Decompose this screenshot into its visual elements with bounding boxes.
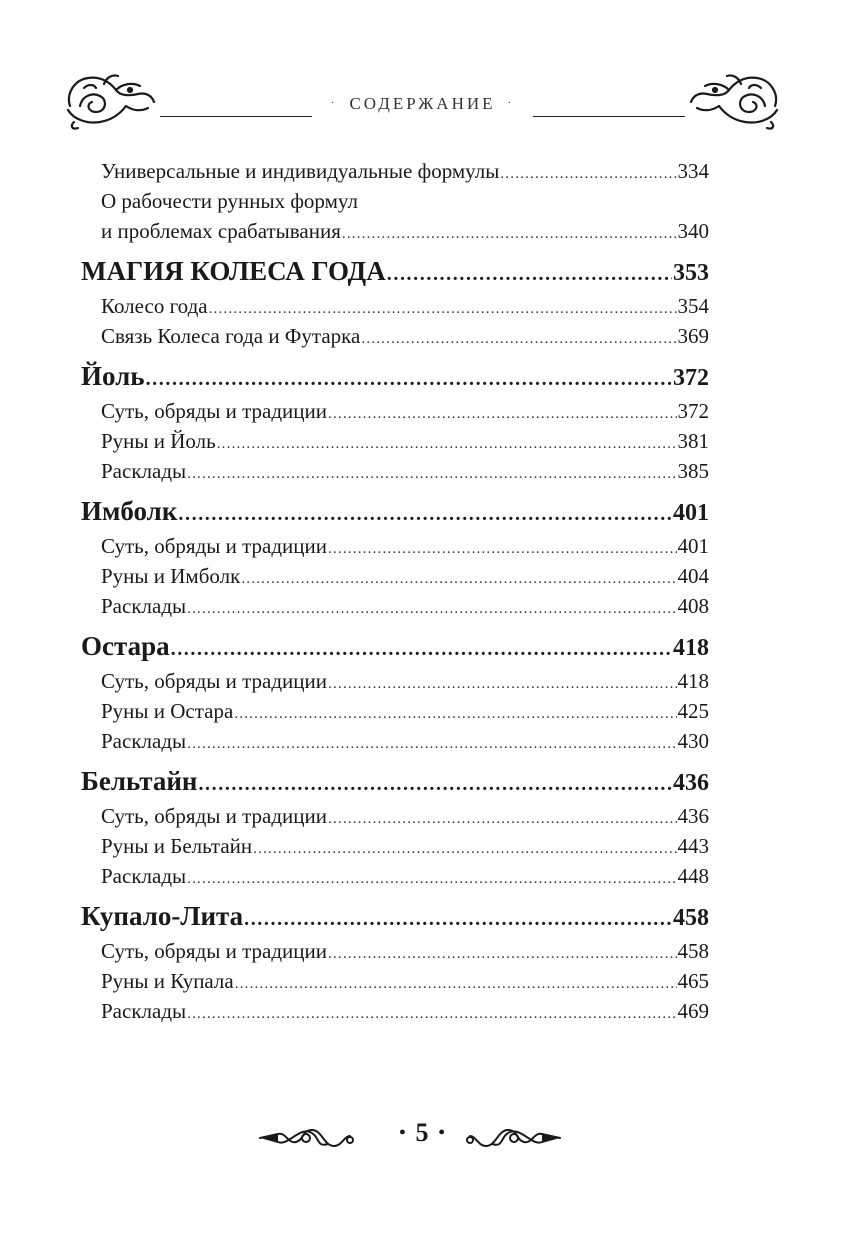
dot-leader xyxy=(244,900,672,935)
toc-entry-title: Расклады xyxy=(101,864,187,888)
dot-leader xyxy=(328,804,676,831)
toc-subentry xyxy=(81,321,709,351)
toc-subentry xyxy=(81,936,709,966)
toc-subentry xyxy=(81,531,709,561)
dot-leader xyxy=(328,399,676,426)
toc-subentry xyxy=(81,291,709,321)
toc-chapter xyxy=(81,252,709,290)
toc-entry-title: Руны и Йоль xyxy=(101,429,216,453)
toc-entry-title: Суть, обряды и традиции xyxy=(101,669,328,693)
dot-leader xyxy=(146,360,672,395)
knot-ornament-icon xyxy=(258,1124,358,1152)
dot-leader xyxy=(241,564,676,591)
toc-page-number: 340 xyxy=(677,219,709,243)
toc-entry-title: Расклады xyxy=(101,594,187,618)
toc-page-number: 334 xyxy=(677,159,709,183)
toc-page-number: 425 xyxy=(677,699,709,723)
toc-chapter xyxy=(81,357,709,395)
dot-leader xyxy=(178,495,672,530)
toc-subentry xyxy=(81,996,709,1026)
toc-page-number: 354 xyxy=(677,294,709,318)
toc-page-number: 401 xyxy=(677,534,709,558)
dot-leader xyxy=(328,669,676,696)
toc-subentry xyxy=(81,456,709,486)
toc-entry-title: Расклады xyxy=(101,729,187,753)
dot-leader xyxy=(217,429,677,456)
toc-entry-title: Бельтайн xyxy=(81,766,198,796)
running-header xyxy=(60,66,785,136)
toc-page-number: 469 xyxy=(677,999,709,1023)
toc-entry-title: Остара xyxy=(81,631,170,661)
dot-leader xyxy=(171,630,672,665)
toc-page-number: 436 xyxy=(673,770,709,796)
toc-subentry: О рабочести рунных формул xyxy=(101,189,358,213)
toc-entry-title: Универсальные и индивидуальные формулы xyxy=(101,159,500,183)
toc-entry-title: Расклады xyxy=(101,459,187,483)
toc-page-number: 448 xyxy=(677,864,709,888)
header-rule-right xyxy=(533,116,685,117)
toc-subentry xyxy=(81,216,709,246)
toc-entry-title: и проблемах срабатывания xyxy=(101,219,341,243)
header-title: · СОДЕРЖАНИЕ · xyxy=(330,94,515,113)
toc-subentry xyxy=(81,831,709,861)
toc-entry-title: Руны и Купала xyxy=(101,969,234,993)
toc-page-number: 385 xyxy=(677,459,709,483)
toc-subentry xyxy=(81,561,709,591)
toc-page-number: 401 xyxy=(673,500,709,526)
toc-page-number: 418 xyxy=(673,635,709,661)
dot-leader xyxy=(187,864,676,891)
page-number: • 5 • xyxy=(399,1118,445,1147)
toc-page-number: 372 xyxy=(677,399,709,423)
dot-leader xyxy=(328,939,676,966)
toc-page-number: 436 xyxy=(677,804,709,828)
toc-entry-title: Расклады xyxy=(101,999,187,1023)
dot-leader xyxy=(253,834,676,861)
dot-leader xyxy=(187,729,676,756)
beast-head-ornament-icon xyxy=(687,66,785,132)
toc-entry-title: Имболк xyxy=(81,496,178,526)
toc-entry-title: Суть, обряды и традиции xyxy=(101,939,328,963)
dot-leader xyxy=(500,159,676,186)
dot-leader xyxy=(198,765,672,800)
dot-leader xyxy=(187,594,676,621)
toc-chapter xyxy=(81,492,709,530)
toc-page-number: 458 xyxy=(673,905,709,931)
dot-leader xyxy=(209,294,677,321)
toc-page-number: 418 xyxy=(677,669,709,693)
toc-entry-title: Суть, обряды и традиции xyxy=(101,534,328,558)
toc-subentry xyxy=(81,426,709,456)
toc-entry-title: Руны и Остара xyxy=(101,699,234,723)
toc-entry-title: Руны и Бельтайн xyxy=(101,834,253,858)
header-rule-left xyxy=(160,116,312,117)
toc-entry-title: Суть, обряды и традиции xyxy=(101,399,328,423)
toc-entry-title: Йоль xyxy=(81,361,145,391)
toc-page-number: 372 xyxy=(673,365,709,391)
toc-subentry xyxy=(81,801,709,831)
toc-subentry xyxy=(81,966,709,996)
toc-entry-title: МАГИЯ КОЛЕСА ГОДА xyxy=(81,256,386,286)
toc-page-number: 458 xyxy=(677,939,709,963)
page-footer xyxy=(0,1118,845,1158)
dot-leader xyxy=(328,534,676,561)
toc-page-number: 381 xyxy=(677,429,709,453)
toc-subentry xyxy=(81,396,709,426)
dot-leader xyxy=(187,459,676,486)
dot-leader xyxy=(187,999,676,1026)
toc-entry-title: Связь Колеса года и Футарка xyxy=(101,324,361,348)
knot-ornament-icon xyxy=(462,1124,562,1152)
toc-chapter xyxy=(81,762,709,800)
toc-subentry xyxy=(81,156,709,186)
toc-page-number: 369 xyxy=(677,324,709,348)
dot-leader xyxy=(361,324,676,351)
toc-page-number: 430 xyxy=(677,729,709,753)
toc-subentry xyxy=(81,666,709,696)
toc-entry-title: Купало-Лита xyxy=(81,901,244,931)
toc-page-number: 408 xyxy=(677,594,709,618)
dot-leader xyxy=(235,969,677,996)
toc-chapter xyxy=(81,627,709,665)
toc-entry-title: Руны и Имболк xyxy=(101,564,241,588)
toc-page-number: 465 xyxy=(677,969,709,993)
toc-entry-title: Суть, обряды и традиции xyxy=(101,804,328,828)
dot-leader xyxy=(342,219,677,246)
dot-leader xyxy=(387,255,672,290)
dot-leader xyxy=(234,699,676,726)
toc-entry-title: Колесо года xyxy=(101,294,208,318)
toc-subentry xyxy=(81,726,709,756)
toc-page-number: 443 xyxy=(677,834,709,858)
table-of-contents xyxy=(81,156,709,1026)
toc-subentry xyxy=(81,861,709,891)
toc-page-number: 404 xyxy=(677,564,709,588)
toc-page-number: 353 xyxy=(673,260,709,286)
toc-subentry xyxy=(81,591,709,621)
toc-subentry xyxy=(81,696,709,726)
toc-chapter xyxy=(81,897,709,935)
